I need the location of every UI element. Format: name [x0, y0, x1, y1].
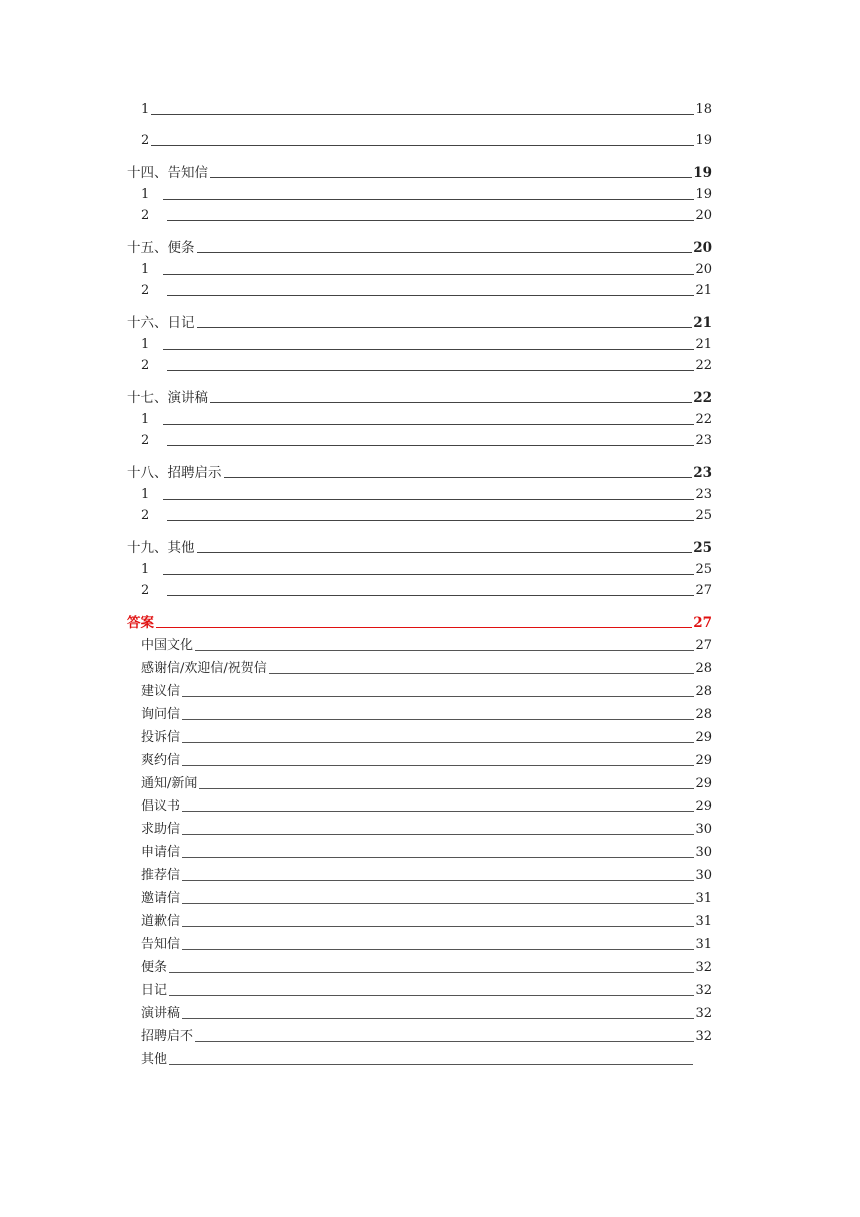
dot-leader — [182, 902, 694, 904]
toc-entry[interactable] — [141, 1027, 712, 1045]
dot-leader — [151, 113, 694, 115]
toc-entry-label: 1 — [141, 487, 150, 502]
dot-leader — [163, 423, 694, 425]
toc-section-label: 十四、告知信 — [127, 165, 208, 181]
toc-entry-label: 2 — [141, 208, 150, 223]
toc-entry[interactable] — [141, 981, 712, 999]
toc-entry[interactable] — [141, 935, 712, 953]
dot-leader — [167, 219, 694, 221]
toc-entry[interactable] — [141, 636, 712, 654]
dot-leader — [169, 971, 694, 973]
toc-entry-label: 推荐信 — [141, 868, 181, 883]
toc-entry-label: 感谢信/欢迎信/祝贺信 — [141, 661, 267, 676]
toc-answer-section[interactable] — [127, 613, 712, 631]
toc-entry-page: 27 — [695, 583, 712, 598]
toc-entry-label: 倡议书 — [141, 799, 181, 814]
dot-leader — [169, 1063, 693, 1065]
toc-entry-page: 29 — [695, 730, 712, 745]
toc-entry[interactable] — [141, 185, 712, 203]
dot-leader — [182, 856, 694, 858]
toc-entry-page: 20 — [695, 262, 712, 277]
toc-entry[interactable] — [141, 958, 712, 976]
toc-section-label: 十九、其他 — [127, 540, 195, 556]
toc-section[interactable] — [127, 388, 712, 406]
toc-entry-page: 28 — [695, 661, 712, 676]
toc-section-page: 20 — [693, 240, 712, 256]
toc-entry-label: 求助信 — [141, 822, 181, 837]
toc-section-label: 十七、演讲稿 — [127, 390, 208, 406]
toc-entry-page: 25 — [695, 562, 712, 577]
dot-leader — [163, 273, 694, 275]
dot-leader — [182, 741, 694, 743]
toc-entry-page: 31 — [695, 891, 712, 906]
toc-entry-page: 32 — [695, 983, 712, 998]
toc-entry-page: 30 — [695, 822, 712, 837]
toc-entry-label: 1 — [141, 262, 150, 277]
toc-entry[interactable] — [141, 843, 712, 861]
toc-entry[interactable] — [141, 682, 712, 700]
dot-leader — [197, 251, 693, 253]
toc-entry-page: 29 — [695, 799, 712, 814]
toc-entry-label: 告知信 — [141, 937, 181, 952]
toc-entry-label: 邀请信 — [141, 891, 181, 906]
toc-entry-page: 32 — [695, 1006, 712, 1021]
dot-leader — [151, 144, 694, 146]
toc-entry[interactable] — [141, 410, 712, 428]
toc-entry-page: 25 — [695, 508, 712, 523]
toc-entry-label: 演讲稿 — [141, 1006, 181, 1021]
toc-entry[interactable] — [141, 820, 712, 838]
toc-entry-page: 31 — [695, 914, 712, 929]
toc-entry-page: 30 — [695, 845, 712, 860]
toc-entry-label: 2 — [141, 358, 150, 373]
toc-entry[interactable] — [141, 728, 712, 746]
toc-entry-page: 28 — [695, 684, 712, 699]
toc-section-page: 22 — [693, 390, 712, 406]
toc-entry-label: 道歉信 — [141, 914, 181, 929]
toc-entry-label: 投诉信 — [141, 730, 181, 745]
toc-section[interactable] — [127, 163, 712, 181]
dot-leader — [182, 695, 694, 697]
toc-section-label: 十五、便条 — [127, 240, 195, 256]
dot-leader — [210, 176, 692, 178]
toc-entry-label: 中国文化 — [141, 638, 194, 653]
toc-entry-label: 询问信 — [141, 707, 181, 722]
toc-entry[interactable] — [141, 335, 712, 353]
dot-leader — [169, 994, 694, 996]
toc-entry-page: 30 — [695, 868, 712, 883]
toc-section-page: 21 — [693, 315, 712, 331]
toc-entry-label: 便条 — [141, 960, 168, 975]
toc-entry[interactable] — [141, 774, 712, 792]
toc-section[interactable] — [127, 313, 712, 331]
toc-entry-label: 日记 — [141, 983, 168, 998]
toc-entry[interactable] — [141, 260, 712, 278]
toc-entry[interactable] — [141, 506, 712, 524]
dot-leader — [182, 948, 694, 950]
toc-section[interactable] — [127, 238, 712, 256]
toc-entry-label: 招聘启不 — [141, 1029, 194, 1044]
dot-leader — [167, 444, 694, 446]
toc-section[interactable] — [127, 463, 712, 481]
dot-leader — [163, 573, 694, 575]
dot-leader — [167, 369, 694, 371]
toc-entry[interactable] — [141, 659, 712, 677]
dot-leader — [197, 551, 693, 553]
toc-entry-label: 1 — [141, 337, 150, 352]
toc-entry[interactable] — [141, 912, 712, 930]
toc-section-page: 25 — [693, 540, 712, 556]
toc-entry-page: 19 — [695, 133, 712, 148]
toc-entry[interactable] — [141, 281, 712, 299]
toc-entry-label: 1 — [141, 187, 150, 202]
dot-leader — [182, 925, 694, 927]
toc-section-label: 十八、招聘启示 — [127, 465, 222, 481]
toc-entry-label: 建议信 — [141, 684, 181, 699]
toc-entry-page: 22 — [695, 358, 712, 373]
dot-leader — [182, 810, 694, 812]
toc-entry-label: 2 — [141, 508, 150, 523]
toc-entry-page: 28 — [695, 707, 712, 722]
dot-leader — [182, 1017, 694, 1019]
toc-entry-page: 29 — [695, 753, 712, 768]
dot-leader — [182, 879, 694, 881]
toc-entry[interactable] — [141, 485, 712, 503]
toc-entry[interactable] — [141, 889, 712, 907]
toc-entry[interactable] — [141, 206, 712, 224]
toc-entry[interactable] — [141, 356, 712, 374]
toc-entry-label: 1 — [141, 412, 150, 427]
dot-leader — [163, 498, 694, 500]
toc-entry-label: 2 — [141, 583, 150, 598]
toc-entry-label: 2 — [141, 283, 150, 298]
toc-entry[interactable] — [141, 751, 712, 769]
toc-entry-label: 2 — [141, 433, 150, 448]
toc-section-label: 十六、日记 — [127, 315, 195, 331]
toc-entry-page: 32 — [695, 1029, 712, 1044]
toc-section[interactable] — [127, 538, 712, 556]
dot-leader — [199, 787, 694, 789]
toc-section-label: 答案 — [127, 615, 154, 631]
dot-leader — [167, 519, 694, 521]
toc-entry-label: 其他 — [141, 1052, 168, 1067]
dot-leader — [195, 649, 694, 651]
toc-entry-label: 爽约信 — [141, 753, 181, 768]
dot-leader — [195, 1040, 694, 1042]
toc-section-page: 23 — [693, 465, 712, 481]
toc-entry-page: 21 — [695, 283, 712, 298]
dot-leader — [156, 626, 692, 628]
dot-leader — [182, 833, 694, 835]
toc-entry-page: 21 — [695, 337, 712, 352]
toc-entry-page: 32 — [695, 960, 712, 975]
dot-leader — [163, 348, 694, 350]
toc-entry[interactable] — [141, 1004, 712, 1022]
toc-entry[interactable] — [141, 131, 712, 149]
toc-entry-page: 29 — [695, 776, 712, 791]
dot-leader — [210, 401, 692, 403]
toc-entry[interactable] — [141, 581, 712, 599]
dot-leader — [224, 476, 693, 478]
toc-entry-page: 19 — [695, 187, 712, 202]
dot-leader — [167, 594, 694, 596]
toc-entry[interactable] — [141, 560, 712, 578]
dot-leader — [269, 672, 695, 674]
toc-entry-page: 31 — [695, 937, 712, 952]
dot-leader — [163, 198, 694, 200]
toc-section-page: 27 — [693, 615, 712, 631]
toc-entry-label: 2 — [141, 133, 150, 148]
toc-entry-label: 申请信 — [141, 845, 181, 860]
toc-entry-page: 22 — [695, 412, 712, 427]
toc-entry[interactable] — [141, 431, 712, 449]
toc-entry-label: 1 — [141, 102, 150, 117]
toc-entry-label: 通知/新闻 — [141, 776, 198, 791]
toc-entry-page: 18 — [695, 102, 712, 117]
dot-leader — [197, 326, 693, 328]
toc-section-page: 19 — [693, 165, 712, 181]
toc-entry-page: 20 — [695, 208, 712, 223]
toc-entry[interactable] — [141, 866, 712, 884]
toc-entry-page: 23 — [695, 433, 712, 448]
dot-leader — [182, 764, 694, 766]
toc-entry[interactable] — [141, 1050, 694, 1068]
toc-entry[interactable] — [141, 100, 712, 118]
toc-entry[interactable] — [141, 705, 712, 723]
toc-entry-page: 27 — [695, 638, 712, 653]
dot-leader — [182, 718, 694, 720]
dot-leader — [167, 294, 694, 296]
toc-entry-page: 23 — [695, 487, 712, 502]
toc-entry[interactable] — [141, 797, 712, 815]
toc-entry-label: 1 — [141, 562, 150, 577]
